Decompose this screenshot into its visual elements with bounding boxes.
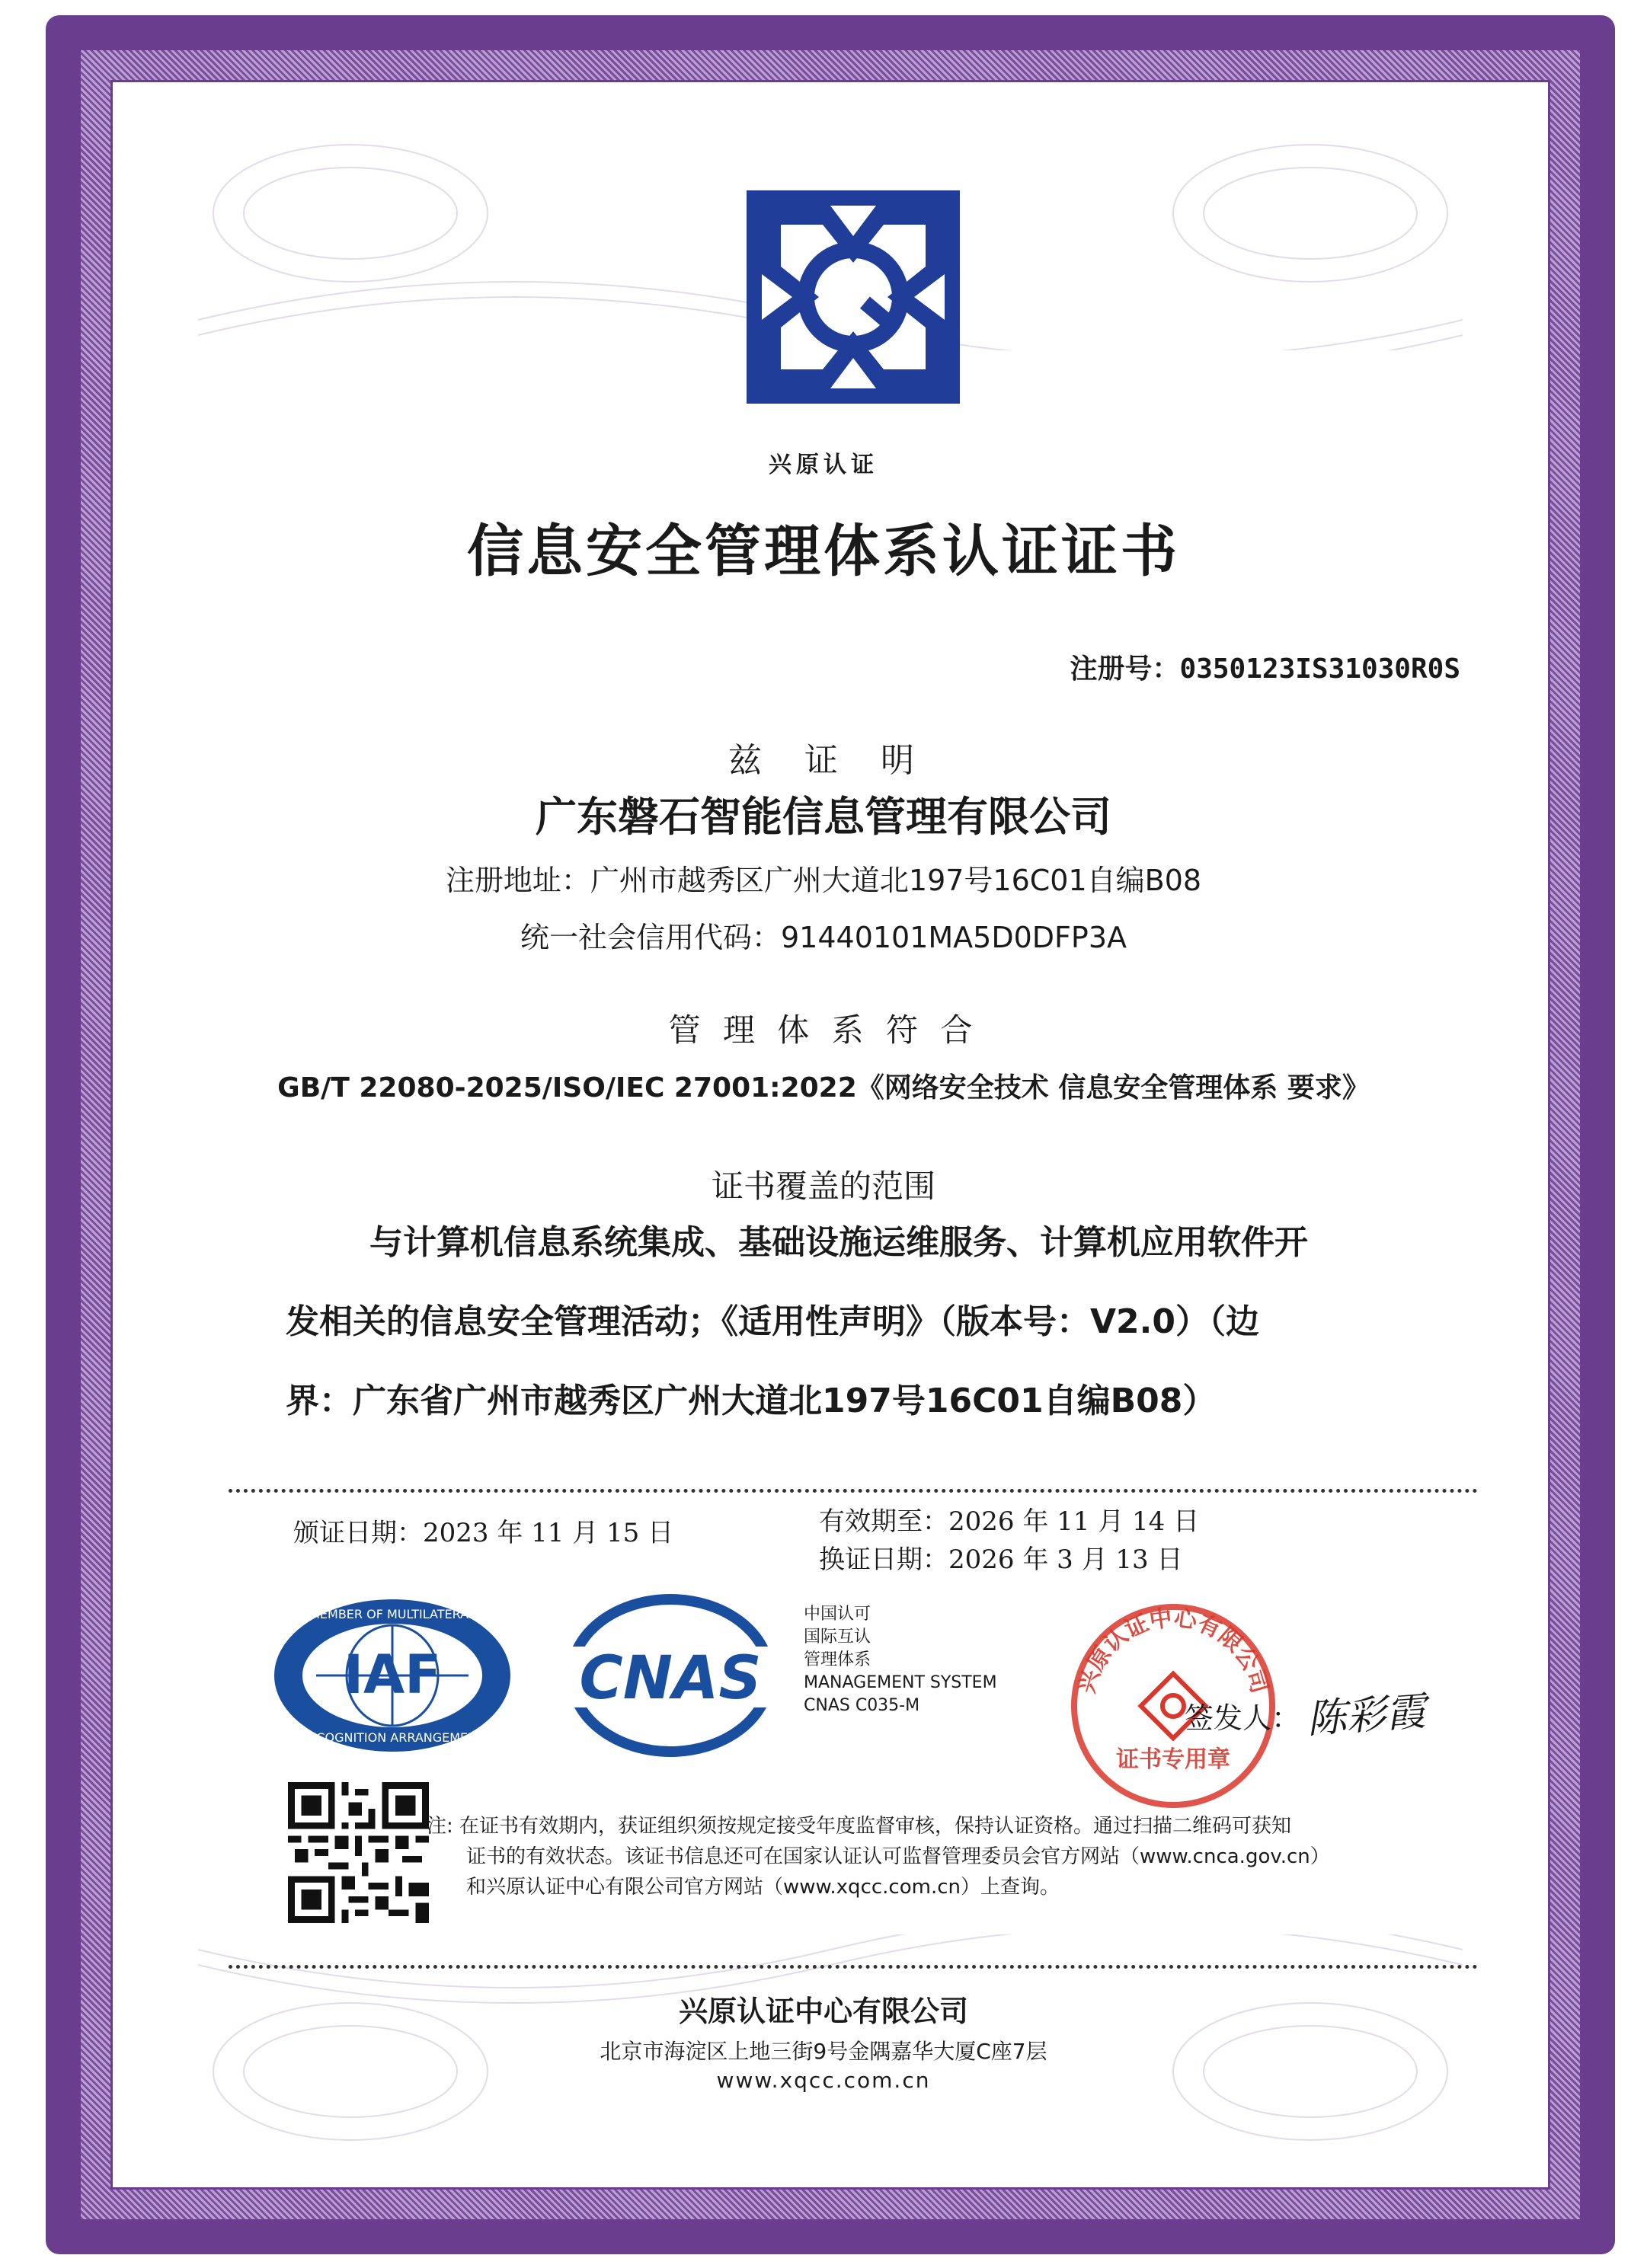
credit-code: 统一社会信用代码：91440101MA5D0DFP3A xyxy=(520,921,1127,954)
seal-bottom-text: 证书专用章 xyxy=(1116,1746,1230,1773)
accreditation-line: 国际互认 xyxy=(804,1628,871,1647)
registered-address: 注册地址：广州市越秀区广州大道北197号16C01自编B08 xyxy=(445,864,1202,897)
renewal-date: 换证日期：2026 年 3 月 13 日 xyxy=(819,1544,1183,1575)
scope-label: 证书覆盖的范围 xyxy=(711,1168,935,1205)
issuer-brand: 兴原认证 xyxy=(769,452,878,478)
iaf-ring-bottom: RECOGNITION ARRANGEMENT xyxy=(300,1730,485,1745)
certify-label: 兹 证 明 xyxy=(728,741,919,780)
footer-website: www.xqcc.com.cn xyxy=(716,2068,931,2093)
xqcc-logo-icon xyxy=(747,190,960,404)
divider-dotted xyxy=(229,1489,1478,1493)
signatory-label: 签发人： xyxy=(1185,1701,1301,1735)
divider-dotted xyxy=(229,1965,1478,1969)
notice-line: 和兴原认证中心有限公司官方网站（www.xqcc.com.cn）上查询。 xyxy=(466,1876,1060,1899)
svg-text:兴原认证中心有限公司 xyxy=(1073,1605,1273,1696)
scope-line: 界：广东省广州市越秀区广州大道北197号16C01自编B08） xyxy=(286,1382,1217,1420)
issue-date: 颁证日期：2023 年 11 月 15 日 xyxy=(293,1518,674,1548)
iaf-letters: IAF xyxy=(343,1644,442,1706)
valid-until: 有效期至：2026 年 11 月 14 日 xyxy=(819,1506,1200,1537)
cnas-letters: CNAS xyxy=(579,1644,762,1713)
company-name: 广东磐石智能信息管理有限公司 xyxy=(536,793,1111,841)
notice-line: 注: 在证书有效期内，获证组织须按规定接受年度监督审核，保持认证资格。通过扫描二维码可获知 xyxy=(427,1815,1292,1838)
notice-text xyxy=(427,1811,1493,1902)
seal-ring-text: 兴原认证中心有限公司 xyxy=(1073,1605,1273,1697)
certificate-title: 信息安全管理体系认证证书 xyxy=(467,519,1180,584)
footer-address: 北京市海淀区上地三街9号金隅嘉华大厦C座7层 xyxy=(600,2039,1047,2064)
cnas-logo-icon xyxy=(556,1592,785,1759)
accreditation-line: 中国认可 xyxy=(804,1605,871,1624)
accreditation-line: MANAGEMENT SYSTEM xyxy=(804,1673,997,1692)
notice-line: 证书的有效状态。该证书信息还可在国家认证认可监督管理委员会官方网站（www.cnca.gov.cn） xyxy=(466,1845,1330,1868)
iaf-logo-icon xyxy=(270,1596,514,1755)
scope-line: 与计算机信息系统集成、基础设施运维服务、计算机应用软件开 xyxy=(369,1223,1308,1262)
conform-label: 管 理 体 系 符 合 xyxy=(668,1011,979,1049)
signature: 陈彩霞 xyxy=(1305,1688,1428,1743)
accreditation-text xyxy=(804,1603,997,1717)
registration-number: 注册号：0350123IS31030R0S xyxy=(1070,653,1460,685)
iaf-ring-top: MEMBER OF MULTILATERAL xyxy=(309,1607,475,1621)
scope-line: 发相关的信息安全管理活动；《适用性声明》（版本号：V2.0）（边 xyxy=(286,1302,1259,1341)
footer-company: 兴原认证中心有限公司 xyxy=(678,1994,968,2028)
standard-reference: GB/T 22080-2025/ISO/IEC 27001:2022《网络安全技术 信息安全管理体系 要求》 xyxy=(277,1072,1370,1104)
accreditation-line: CNAS C035-M xyxy=(804,1696,920,1715)
qr-code-icon xyxy=(288,1782,429,1923)
accreditation-line: 管理体系 xyxy=(804,1650,871,1669)
